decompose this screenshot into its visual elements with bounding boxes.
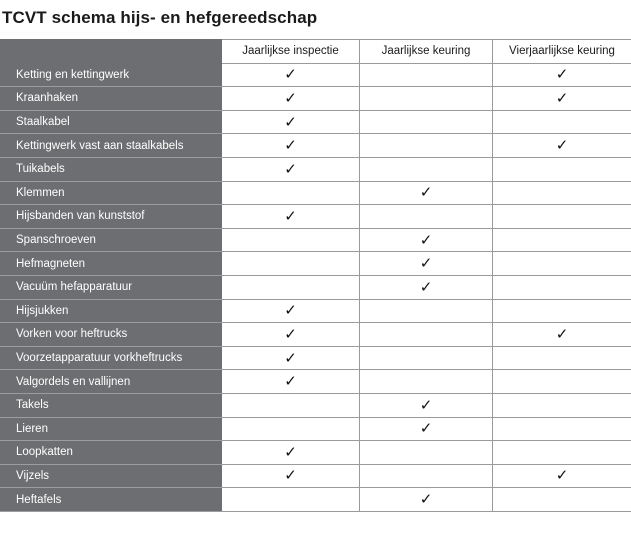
schedule-cell: [360, 323, 493, 347]
schedule-cell: [493, 252, 631, 276]
row-label: Takels: [1, 393, 222, 417]
column-header-annual-inspection: Jaarlijkse inspectie: [222, 40, 360, 64]
row-label: Loopkatten: [1, 441, 222, 465]
table-row: [1, 370, 631, 394]
column-header-annual-examination: Jaarlijkse keuring: [360, 40, 493, 64]
row-label: Vacuüm hefapparatuur: [1, 275, 222, 299]
checkmark-icon: ✓: [284, 66, 297, 84]
header-row: [1, 40, 631, 64]
schedule-cell: [493, 63, 631, 87]
schedule-cell: [493, 299, 631, 323]
schedule-cell: [222, 228, 360, 252]
table-row: [1, 87, 631, 111]
schedule-cell: [222, 205, 360, 229]
checkmark-icon: ✓: [555, 467, 569, 485]
checkmark-icon: ✓: [555, 66, 569, 84]
checkmark-icon: ✓: [284, 89, 297, 107]
schedule-cell: [493, 393, 631, 417]
schedule-cell: [222, 87, 360, 111]
schedule-cell: [360, 110, 493, 134]
table-row: [1, 417, 631, 441]
checkmark-icon: ✓: [555, 137, 569, 155]
table-row: [1, 393, 631, 417]
checkmark-icon: ✓: [419, 184, 433, 202]
row-label: Voorzetapparatuur vorkheftrucks: [1, 346, 222, 370]
schedule-cell: [360, 63, 493, 87]
checkmark-icon: ✓: [555, 325, 569, 343]
checkmark-icon: ✓: [419, 420, 433, 438]
schedule-cell: [493, 346, 631, 370]
schedule-cell: [222, 63, 360, 87]
schedule-cell: [493, 228, 631, 252]
checkmark-icon: ✓: [284, 467, 297, 485]
row-label: Vorken voor heftrucks: [1, 323, 222, 347]
schedule-cell: [360, 464, 493, 488]
schedule-cell: [360, 87, 493, 111]
row-label: Hefmagneten: [1, 252, 222, 276]
row-label: Valgordels en vallijnen: [1, 370, 222, 394]
schedule-cell: [360, 205, 493, 229]
schedule-cell: [360, 488, 493, 512]
table-row: [1, 110, 631, 134]
row-label: Staalkabel: [1, 110, 222, 134]
row-label: Tuikabels: [1, 157, 222, 181]
row-label: Hijsbanden van kunststof: [1, 205, 222, 229]
page-title: TCVT schema hijs- en hefgereedschap: [2, 8, 318, 27]
schedule-cell: [360, 134, 493, 158]
table-row: [1, 488, 631, 512]
schedule-cell: [493, 275, 631, 299]
checkmark-icon: ✓: [284, 325, 297, 343]
table-row: [1, 134, 631, 158]
schedule-cell: [360, 370, 493, 394]
schedule-cell: [493, 134, 631, 158]
schedule-cell: [493, 157, 631, 181]
checkmark-icon: ✓: [419, 231, 433, 249]
schedule-cell: [493, 488, 631, 512]
schedule-cell: [222, 441, 360, 465]
schedule-cell: [222, 157, 360, 181]
table-row: [1, 228, 631, 252]
table-row: [1, 205, 631, 229]
table-row: [1, 299, 631, 323]
inspection-schedule-table: [0, 39, 631, 512]
schedule-cell: [493, 441, 631, 465]
schedule-cell: [222, 346, 360, 370]
table-row: [1, 323, 631, 347]
schedule-cell: [360, 228, 493, 252]
checkmark-icon: ✓: [419, 396, 433, 414]
schedule-cell: [360, 441, 493, 465]
checkmark-icon: ✓: [284, 137, 297, 155]
row-label: Hijsjukken: [1, 299, 222, 323]
schedule-cell: [222, 370, 360, 394]
checkmark-icon: ✓: [284, 113, 297, 131]
table-row: [1, 464, 631, 488]
schedule-cell: [222, 464, 360, 488]
schedule-cell: [222, 323, 360, 347]
table-row: [1, 441, 631, 465]
row-label: Spanschroeven: [1, 228, 222, 252]
row-label: Klemmen: [1, 181, 222, 205]
table-body: [1, 63, 631, 511]
checkmark-icon: ✓: [555, 89, 569, 107]
checkmark-icon: ✓: [419, 491, 433, 509]
schedule-cell: [222, 275, 360, 299]
schedule-cell: [493, 181, 631, 205]
schedule-cell: [493, 370, 631, 394]
schedule-cell: [222, 393, 360, 417]
schedule-cell: [360, 252, 493, 276]
schedule-cell: [360, 299, 493, 323]
schedule-cell: [360, 181, 493, 205]
checkmark-icon: ✓: [419, 255, 433, 273]
schedule-cell: [493, 205, 631, 229]
schedule-cell: [222, 488, 360, 512]
table-row: [1, 275, 631, 299]
checkmark-icon: ✓: [284, 160, 297, 178]
schedule-cell: [360, 393, 493, 417]
column-header-four-yearly-examination: Vierjaarlijkse keuring: [493, 40, 631, 64]
schedule-cell: [493, 417, 631, 441]
table-row: [1, 157, 631, 181]
schedule-cell: [222, 299, 360, 323]
schedule-cell: [222, 181, 360, 205]
row-label: Kraanhaken: [1, 87, 222, 111]
table-row: [1, 181, 631, 205]
row-label: Ketting en kettingwerk: [1, 63, 222, 87]
header-corner-cell: [1, 40, 222, 64]
table-header: [1, 40, 631, 64]
row-label: Vijzels: [1, 464, 222, 488]
schedule-cell: [493, 464, 631, 488]
table-row: [1, 252, 631, 276]
row-label: Heftafels: [1, 488, 222, 512]
checkmark-icon: ✓: [419, 278, 433, 296]
schedule-cell: [493, 323, 631, 347]
schedule-cell: [360, 417, 493, 441]
checkmark-icon: ✓: [284, 207, 297, 225]
table-row: [1, 346, 631, 370]
checkmark-icon: ✓: [284, 349, 297, 367]
schedule-cell: [222, 417, 360, 441]
schedule-cell: [360, 157, 493, 181]
checkmark-icon: ✓: [284, 443, 297, 461]
schedule-cell: [493, 87, 631, 111]
table-row: [1, 63, 631, 87]
row-label: Kettingwerk vast aan staalkabels: [1, 134, 222, 158]
schedule-cell: [493, 110, 631, 134]
schedule-cell: [222, 252, 360, 276]
schedule-cell: [360, 346, 493, 370]
checkmark-icon: ✓: [284, 302, 297, 320]
schedule-cell: [222, 134, 360, 158]
row-label: Lieren: [1, 417, 222, 441]
schedule-cell: [360, 275, 493, 299]
schedule-cell: [222, 110, 360, 134]
checkmark-icon: ✓: [284, 373, 297, 391]
